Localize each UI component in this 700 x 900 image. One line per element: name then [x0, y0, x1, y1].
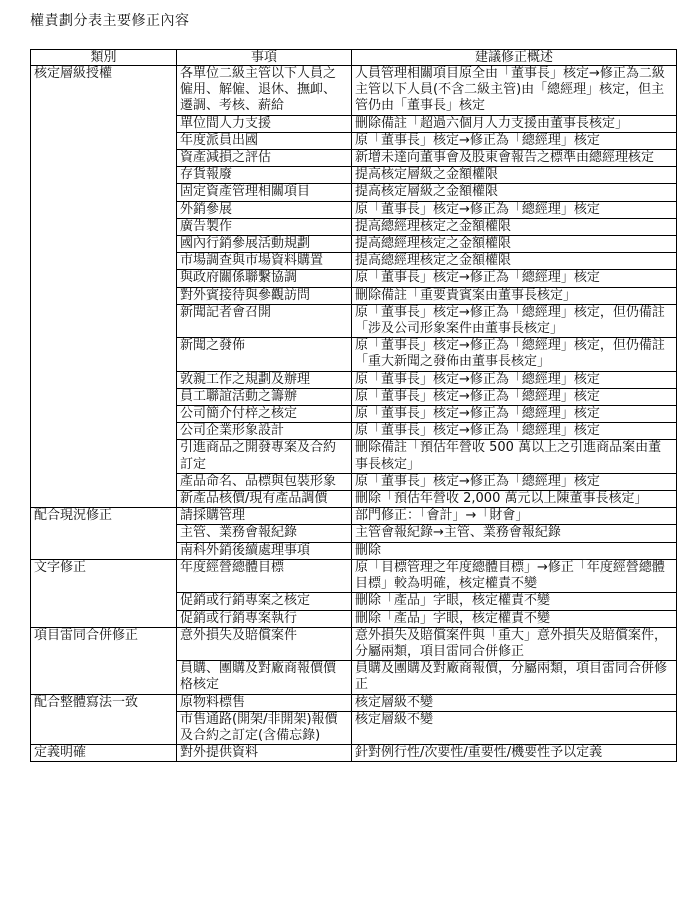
table-row: [31, 66, 677, 116]
summary-cell: 部門修正：「會計」→「財會」: [352, 508, 677, 525]
item-cell: 引進商品之開發專案及合約訂定: [177, 440, 352, 473]
summary-cell: 提高核定層級之金額權限: [352, 167, 677, 184]
item-cell: 意外損失及賠償案件: [177, 627, 352, 660]
summary-cell: 原「董事長」核定→修正為「總經理」核定: [352, 406, 677, 423]
revision-table: [30, 49, 677, 762]
category-cell: 定義明確: [31, 745, 177, 762]
item-cell: 對外賓接待與參觀訪問: [177, 287, 352, 304]
item-cell: 新聞記者會召開: [177, 304, 352, 337]
summary-cell: 提高總經理核定之金額權限: [352, 218, 677, 235]
item-cell: 市場調查與市場資料購置: [177, 253, 352, 270]
summary-cell: 刪除「預估年營收 2,000 萬元以上陳董事長核定」: [352, 491, 677, 508]
summary-cell: 原「董事長」核定→修正為「總經理」核定: [352, 132, 677, 149]
summary-cell: 核定層級不變: [352, 694, 677, 711]
item-cell: 原物料標售: [177, 694, 352, 711]
item-cell: 主管、業務會報紀錄: [177, 525, 352, 542]
item-cell: 資產減損之評估: [177, 150, 352, 167]
category-cell: 項目雷同合併修正: [31, 627, 177, 694]
item-cell: 員工聯誼活動之籌辦: [177, 388, 352, 405]
item-cell: 促銷或行銷專案之核定: [177, 593, 352, 610]
header-category: 類別: [31, 50, 177, 66]
summary-cell: 主管會報紀錄→主管、業務會報紀錄: [352, 525, 677, 542]
summary-cell: 原「董事長」核定→修正為「總經理」核定，但仍備註「重大新聞之發佈由董事長核定」: [352, 338, 677, 371]
summary-cell: 提高核定層級之金額權限: [352, 184, 677, 201]
item-cell: 年度派員出國: [177, 132, 352, 149]
table-row: [31, 745, 677, 762]
summary-cell: 人員管理相關項目原全由「董事長」核定→修正為二級主管以下人員(不含二級主管)由「總經理」核定，但主管仍由「董事長」核定: [352, 66, 677, 116]
item-cell: 與政府關係聯繫協調: [177, 270, 352, 287]
item-cell: 南科外銷後續處理事項: [177, 542, 352, 559]
table-row: [31, 508, 677, 525]
summary-cell: 意外損失及賠償案件與「重大」意外損失及賠償案件，分屬兩類，項目雷同合併修正: [352, 627, 677, 660]
item-cell: 新產品核價/現有產品調價: [177, 491, 352, 508]
summary-cell: 原「董事長」核定→修正為「總經理」核定: [352, 201, 677, 218]
item-cell: 公司企業形象設計: [177, 423, 352, 440]
item-cell: 外銷參展: [177, 201, 352, 218]
summary-cell: 刪除備註「預估年營收 500 萬以上之引進商品案由董事長核定」: [352, 440, 677, 473]
document-title: 權責劃分表主要修正內容: [30, 13, 190, 29]
item-cell: 存貨報廢: [177, 167, 352, 184]
header-item: 事項: [177, 50, 352, 66]
summary-cell: 針對例行性/次要性/重要性/機要性予以定義: [352, 745, 677, 762]
summary-cell: 員購及團購及對廠商報價，分屬兩類，項目雷同合併修正: [352, 661, 677, 694]
item-cell: 請採購管理: [177, 508, 352, 525]
table-header-row: [31, 50, 677, 66]
table-body: [31, 66, 677, 762]
item-cell: 促銷或行銷專案執行: [177, 610, 352, 627]
table-row: [31, 559, 677, 592]
category-cell: 核定層級授權: [31, 66, 177, 508]
summary-cell: 原「董事長」核定→修正為「總經理」核定，但仍備註「涉及公司形象案件由董事長核定」: [352, 304, 677, 337]
summary-cell: 刪除「產品」字眼，核定權責不變: [352, 610, 677, 627]
item-cell: 新聞之發佈: [177, 338, 352, 371]
summary-cell: 提高總經理核定之金額權限: [352, 236, 677, 253]
summary-cell: 原「董事長」核定→修正為「總經理」核定: [352, 388, 677, 405]
table-row: [31, 694, 677, 711]
summary-cell: 刪除: [352, 542, 677, 559]
summary-cell: 原「董事長」核定→修正為「總經理」核定: [352, 423, 677, 440]
category-cell: 配合現況修正: [31, 508, 177, 560]
item-cell: 敦親工作之規劃及辦理: [177, 371, 352, 388]
item-cell: 年度經營總體目標: [177, 559, 352, 592]
summary-cell: 原「目標管理之年度總體目標」→修正「年度經營總體目標」較為明確，核定權責不變: [352, 559, 677, 592]
summary-cell: 原「董事長」核定→修正為「總經理」核定: [352, 473, 677, 490]
category-cell: 文字修正: [31, 559, 177, 627]
summary-cell: 刪除備註「重要貴賓案由董事長核定」: [352, 287, 677, 304]
category-cell: 配合整體寫法一致: [31, 694, 177, 745]
summary-cell: 刪除備註「超過六個月人力支援由董事長核定」: [352, 115, 677, 132]
item-cell: 員購、團購及對廠商報價價格核定: [177, 661, 352, 694]
item-cell: 各單位二級主管以下人員之僱用、解僱、退休、撫卹、遷調、考核、薪給: [177, 66, 352, 116]
table-row: [31, 627, 677, 660]
item-cell: 廣告製作: [177, 218, 352, 235]
header-summary: 建議修正概述: [352, 50, 677, 66]
item-cell: 公司簡介付梓之核定: [177, 406, 352, 423]
item-cell: 市售通路(開架/非開架)報價及合約之訂定(含備忘錄): [177, 711, 352, 744]
summary-cell: 刪除「產品」字眼，核定權責不變: [352, 593, 677, 610]
summary-cell: 原「董事長」核定→修正為「總經理」核定: [352, 371, 677, 388]
item-cell: 固定資產管理相關項目: [177, 184, 352, 201]
summary-cell: 原「董事長」核定→修正為「總經理」核定: [352, 270, 677, 287]
summary-cell: 提高總經理核定之金額權限: [352, 253, 677, 270]
item-cell: 產品命名、品標與包裝形象: [177, 473, 352, 490]
summary-cell: 核定層級不變: [352, 711, 677, 744]
summary-cell: 新增未達向董事會及股東會報告之標準由總經理核定: [352, 150, 677, 167]
item-cell: 單位間人力支援: [177, 115, 352, 132]
item-cell: 國內行銷參展活動規劃: [177, 236, 352, 253]
item-cell: 對外提供資料: [177, 745, 352, 762]
